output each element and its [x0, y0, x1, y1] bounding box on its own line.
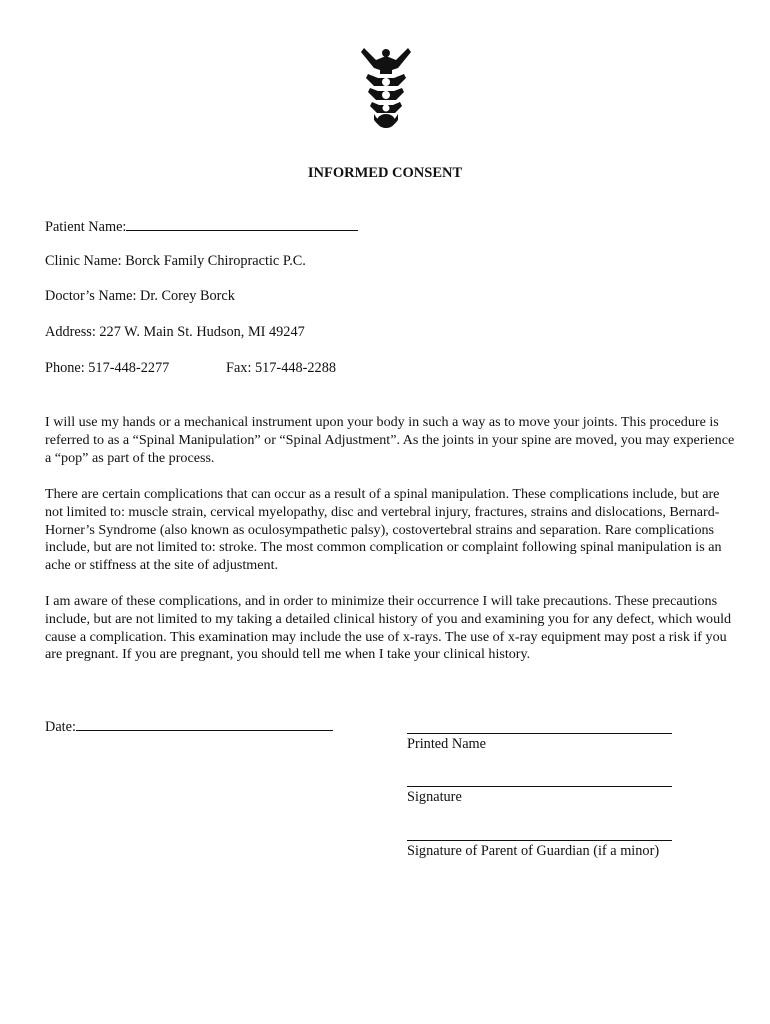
date-label: Date:: [45, 719, 76, 735]
clinic-address: Address: 227 W. Main St. Hudson, MI 49247: [45, 324, 305, 340]
paragraph-precautions: I am aware of these complications, and in order to minimize their occurrence I will take precautions. These precautions include, but are not limited to my taking a detailed clinical history of you and examining you for any defect, which would cause a complication. This examination may include the use of x-rays. The use of x-ray equipment may post a risk if you are pregnant. If you are pregnant, you should tell me when I take your clinical history.: [45, 593, 732, 663]
clinic-logo: [358, 44, 414, 130]
date-field[interactable]: [76, 718, 333, 731]
document-title: INFORMED CONSENT: [307, 165, 463, 181]
patient-name-row: [45, 218, 358, 236]
clinic-phone: Phone: 517-448-2277: [45, 360, 170, 376]
date-row: [45, 718, 333, 736]
signature-line[interactable]: [407, 786, 672, 787]
clinic-fax: Fax: 517-448-2288: [226, 360, 336, 376]
paragraph-procedure: I will use my hands or a mechanical instrument upon your body in such a way as to move your joints. This procedure is referred to as a “Spinal Manipulation” or “Spinal Adjustment”. As the joints in your spine are moved, you may experience a “pop” as part of the process.: [45, 414, 735, 466]
patient-name-label: Patient Name:: [45, 219, 127, 235]
guardian-signature-line[interactable]: [407, 840, 672, 841]
patient-name-field[interactable]: [126, 218, 358, 231]
printed-name-label: Printed Name: [407, 736, 487, 752]
guardian-signature-label: Signature of Parent of Guardian (if a minor): [407, 843, 660, 859]
paragraph-complications: There are certain complications that can occur as a result of a spinal manipulation. These complications include, but are not limited to: muscle strain, cervical myelopathy, disc and vertebral injury, fractures, strains and dislocations, Bernard-Horner’s Syndrome (also known as oculosympathetic palsy), costovertebral strains and separation. Rare complications include, but are not limited to: stroke. The most common complication or complaint following spinal manipulation is an ache or stiffness at the site of adjustment.: [45, 486, 722, 574]
doctor-name: Doctor’s Name: Dr. Corey Borck: [45, 288, 235, 304]
signature-label: Signature: [407, 789, 462, 805]
clinic-name: Clinic Name: Borck Family Chiropractic P.C.: [45, 253, 306, 269]
printed-name-line[interactable]: [407, 733, 672, 734]
